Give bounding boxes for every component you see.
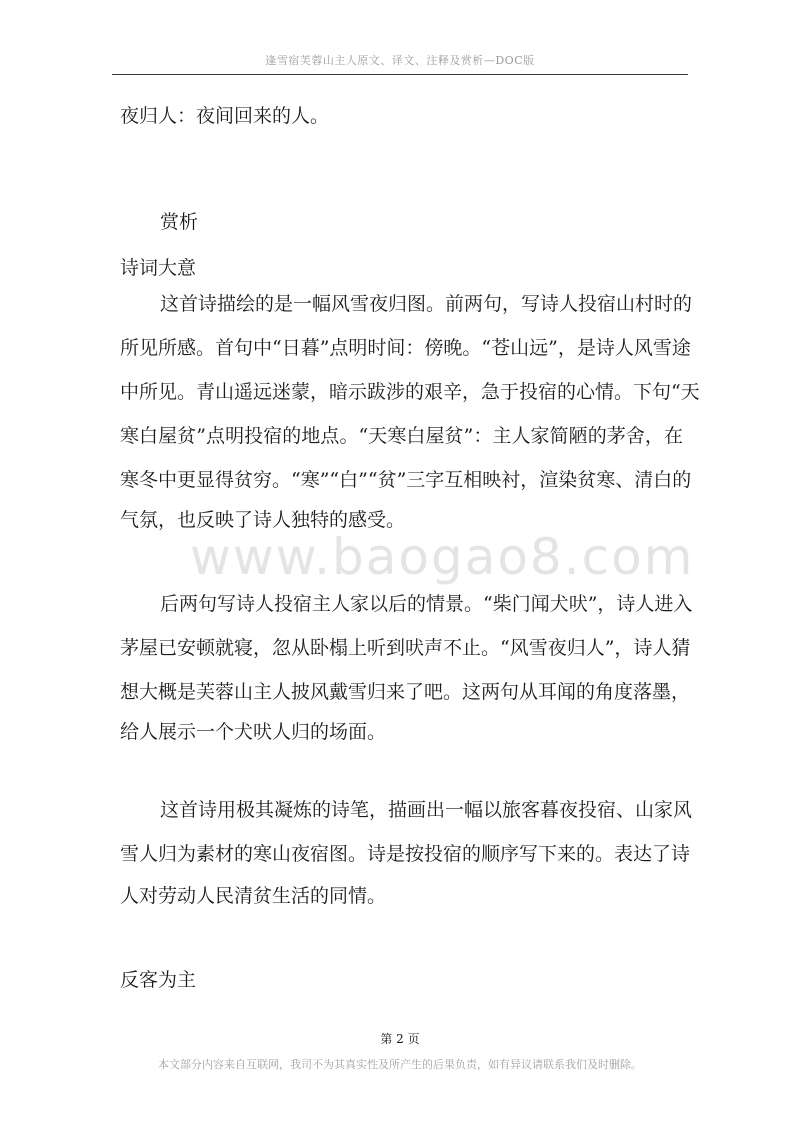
paragraph-line: 中所见。青山遥远迷蒙，暗示跋涉的艰辛，急于投宿的心情。下句“天 <box>120 381 700 403</box>
paragraph-line: 所见所感。首句中“日暮”点明时间：傍晚。“苍山远”，是诗人风雪途 <box>120 337 691 359</box>
page-header-title: 逢雪宿芙蓉山主人原文、译文、注释及赏析—DOC版 <box>265 54 535 67</box>
paragraph-line: 寒冬中更显得贫穷。“寒”“白”“贫”三字互相映衬，渲染贫寒、清白的 <box>120 469 692 491</box>
footer-disclaimer: 本文部分内容来自互联网，我司不为其真实性及所产生的后果负责，如有异议请联系我们及时删除。 <box>158 1058 642 1071</box>
paragraph-line: 寒白屋贫”点明投宿的地点。“天寒白屋贫”：主人家简陋的茅舍，在 <box>120 425 683 447</box>
subtitle-reversal: 反客为主 <box>120 969 197 991</box>
section-title: 赏析 <box>160 211 199 233</box>
subtitle-poem-meaning: 诗词大意 <box>120 257 197 279</box>
paragraph-line: 给人展示一个犬吠人归的场面。 <box>120 721 387 743</box>
paragraph-line: 后两句写诗人投宿主人家以后的情景。“柴门闻犬吠”，诗人进入 <box>160 593 693 615</box>
watermark: www.baogao8.com <box>190 528 695 586</box>
paragraph-line: 人对劳动人民清贫生活的同情。 <box>120 885 387 907</box>
paragraph-line: 雪人归为素材的寒山夜宿图。诗是按投宿的顺序写下来的。表达了诗 <box>120 843 691 865</box>
paragraph-line: 这首诗描绘的是一幅风雪夜归图。前两句，写诗人投宿山村时的 <box>160 293 693 315</box>
header-divider <box>112 74 688 75</box>
page-number: 第 2 页 <box>380 1032 420 1046</box>
note-line: 夜归人：夜间回来的人。 <box>120 105 330 127</box>
paragraph-line: 这首诗用极其凝炼的诗笔，描画出一幅以旅客暮夜投宿、山家风 <box>160 799 693 821</box>
paragraph-line: 气氛，也反映了诗人独特的感受。 <box>120 509 406 531</box>
paragraph-line: 茅屋已安顿就寝，忽从卧榻上听到吠声不止。“风雪夜归人”，诗人猜 <box>120 637 691 659</box>
paragraph-line: 想大概是芙蓉山主人披风戴雪归来了吧。这两句从耳闻的角度落墨， <box>120 681 691 703</box>
